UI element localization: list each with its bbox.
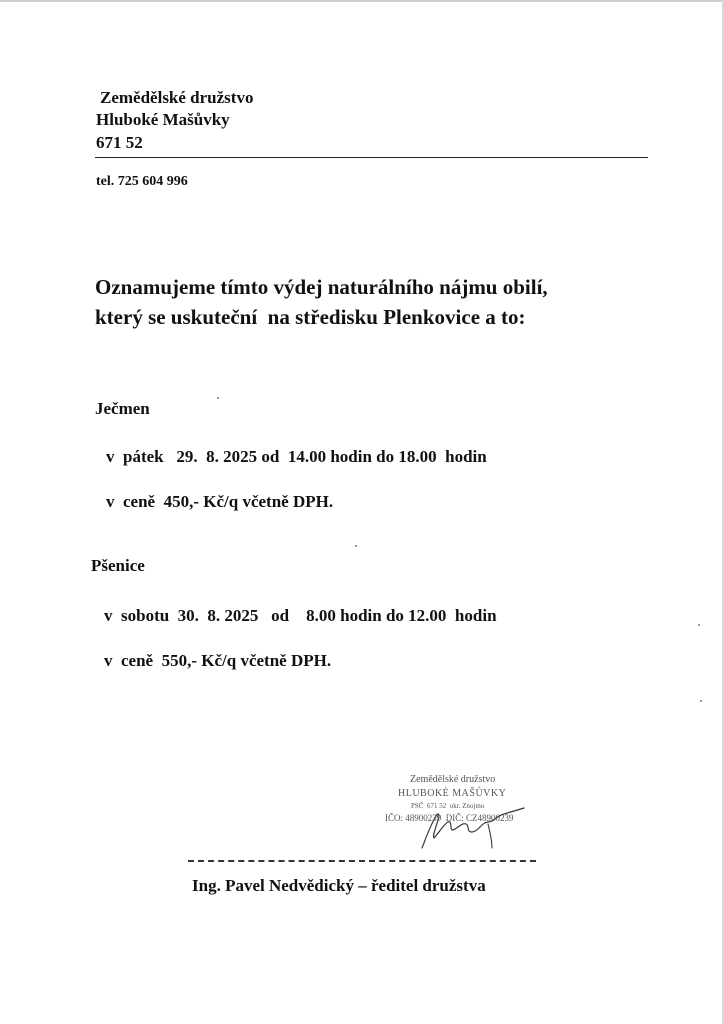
stamp-line3: PSČ 671 52 okr. Znojmo [411, 802, 485, 810]
org-name-line2: Hluboké Mašůvky [96, 110, 230, 129]
stamp-line1: Zemědělské družstvo [410, 774, 496, 785]
section-schedule-jecmen: v pátek 29. 8. 2025 od 14.00 hodin do 18.00 hodin [106, 447, 487, 466]
announcement-line1: Oznamujeme tímto výdej naturálního nájmu obilí, [95, 275, 548, 299]
stamp-line4: IČO: 48900239 DIČ: CZ48900239 [385, 813, 514, 823]
section-price-psenice: v ceně 550,- Kč/q včetně DPH. [104, 651, 332, 670]
scan-speck [355, 545, 357, 547]
scan-speck [217, 397, 219, 399]
scan-top-edge [0, 0, 724, 2]
header-rule [95, 157, 648, 158]
scan-speck [698, 624, 700, 626]
stamp-line2: HLUBOKÉ MAŠŮVKY [398, 788, 507, 799]
announcement-line2: který se uskuteční na středisku Plenkovice a to: [95, 305, 526, 329]
handwritten-signature [392, 786, 542, 856]
section-title-jecmen: Ječmen [95, 399, 150, 418]
org-name-line1: Zemědělské družstvo [100, 88, 254, 107]
section-title-psenice: Pšenice [91, 556, 145, 575]
section-price-jecmen: v ceně 450,- Kč/q včetně DPH. [106, 492, 334, 511]
signatory-name-title: Ing. Pavel Nedvědický – ředitel družstva [192, 876, 486, 895]
scan-speck [700, 700, 702, 702]
org-postcode: 671 52 [96, 133, 143, 152]
signature-line [188, 860, 536, 862]
section-schedule-psenice: v sobotu 30. 8. 2025 od 8.00 hodin do 12.00 hodin [104, 606, 497, 625]
org-phone: tel. 725 604 996 [96, 174, 188, 189]
